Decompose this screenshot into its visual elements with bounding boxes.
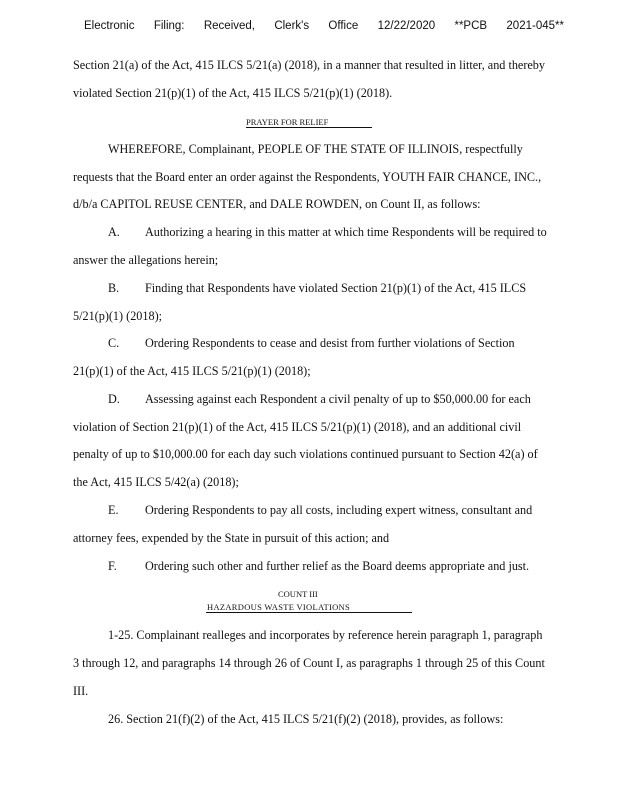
- body-line: violated Section 21(p)(1) of the Act, 415 ILCS 5/21(p)(1) (2018).: [73, 86, 393, 100]
- item-letter: A.: [108, 225, 120, 239]
- item-continuation: attorney fees, expended by the State in pursuit of this action; and: [73, 531, 390, 545]
- item-continuation: the Act, 415 ILCS 5/42(a) (2018);: [73, 475, 239, 489]
- header-field: Office: [328, 20, 359, 32]
- header-field: 2021-045**: [506, 20, 564, 32]
- item-letter: B.: [108, 281, 120, 295]
- count-subheading: HAZARDOUS WASTE VIOLATIONS: [207, 602, 351, 612]
- body-line: d/b/a CAPITOL REUSE CENTER, and DALE ROWDEN, on Count II, as follows:: [73, 197, 481, 211]
- relief-item-f: [108, 559, 618, 574]
- header-field: Clerk's: [274, 20, 310, 32]
- prayer-heading: PRAYER FOR RELIEF: [246, 117, 329, 127]
- item-letter: D.: [108, 392, 120, 406]
- count-heading: COUNT III: [278, 589, 318, 599]
- header-field: Received,: [203, 20, 255, 32]
- header-field: 12/22/2020: [377, 20, 436, 32]
- item-continuation: 21(p)(1) of the Act, 415 ILCS 5/21(p)(1) (2018);: [73, 364, 311, 378]
- relief-item-a: [108, 225, 618, 240]
- relief-item-e: [108, 503, 618, 518]
- header-field: Electronic: [84, 20, 135, 32]
- item-text: Authorizing a hearing in this matter at which time Respondents will be required to: [145, 225, 547, 239]
- item-letter: E.: [108, 503, 119, 517]
- body-line: 26. Section 21(f)(2) of the Act, 415 ILCS 5/21(f)(2) (2018), provides, as follows:: [108, 712, 504, 726]
- body-line: requests that the Board enter an order against the Respondents, YOUTH FAIR CHANCE, INC.,: [73, 170, 542, 184]
- heading-underline: [206, 612, 412, 613]
- item-letter: F.: [108, 559, 117, 573]
- header-field: Filing:: [153, 20, 185, 32]
- item-continuation: violation of Section 21(p)(1) of the Act, 415 ILCS 5/21(p)(1) (2018), and an additional civil: [73, 420, 522, 434]
- relief-item-d: [108, 392, 618, 407]
- header-field: **PCB: [454, 20, 488, 32]
- item-text: Assessing against each Respondent a civil penalty of up to $50,000.00 for each: [145, 392, 531, 406]
- item-letter: C.: [108, 336, 120, 350]
- body-line: 1-25. Complainant realleges and incorporates by reference herein paragraph 1, paragraph: [108, 628, 543, 642]
- item-continuation: penalty of up to $10,000.00 for each day such violations continued pursuant to Section 42(a) of: [73, 447, 538, 461]
- body-line: III.: [73, 684, 89, 698]
- item-continuation: 5/21(p)(1) (2018);: [73, 309, 163, 323]
- body-line: WHEREFORE, Complainant, PEOPLE OF THE STATE OF ILLINOIS, respectfully: [108, 142, 523, 156]
- item-text: Ordering Respondents to pay all costs, including expert witness, consultant and: [145, 503, 533, 517]
- heading-underline: [246, 127, 372, 128]
- item-continuation: answer the allegations herein;: [73, 253, 219, 267]
- relief-item-c: [108, 336, 618, 351]
- body-line: 3 through 12, and paragraphs 14 through 26 of Count I, as paragraphs 1 through 25 of this Count: [73, 656, 545, 670]
- item-text: Ordering Respondents to cease and desist from further violations of Section: [145, 336, 515, 350]
- body-line: Section 21(a) of the Act, 415 ILCS 5/21(a) (2018), in a manner that resulted in litter, and thereby: [73, 58, 545, 72]
- item-text: Ordering such other and further relief as the Board deems appropriate and just.: [145, 559, 530, 573]
- filing-stamp-header: [84, 20, 564, 32]
- relief-item-b: [108, 281, 618, 296]
- item-text: Finding that Respondents have violated Section 21(p)(1) of the Act, 415 ILCS: [145, 281, 527, 295]
